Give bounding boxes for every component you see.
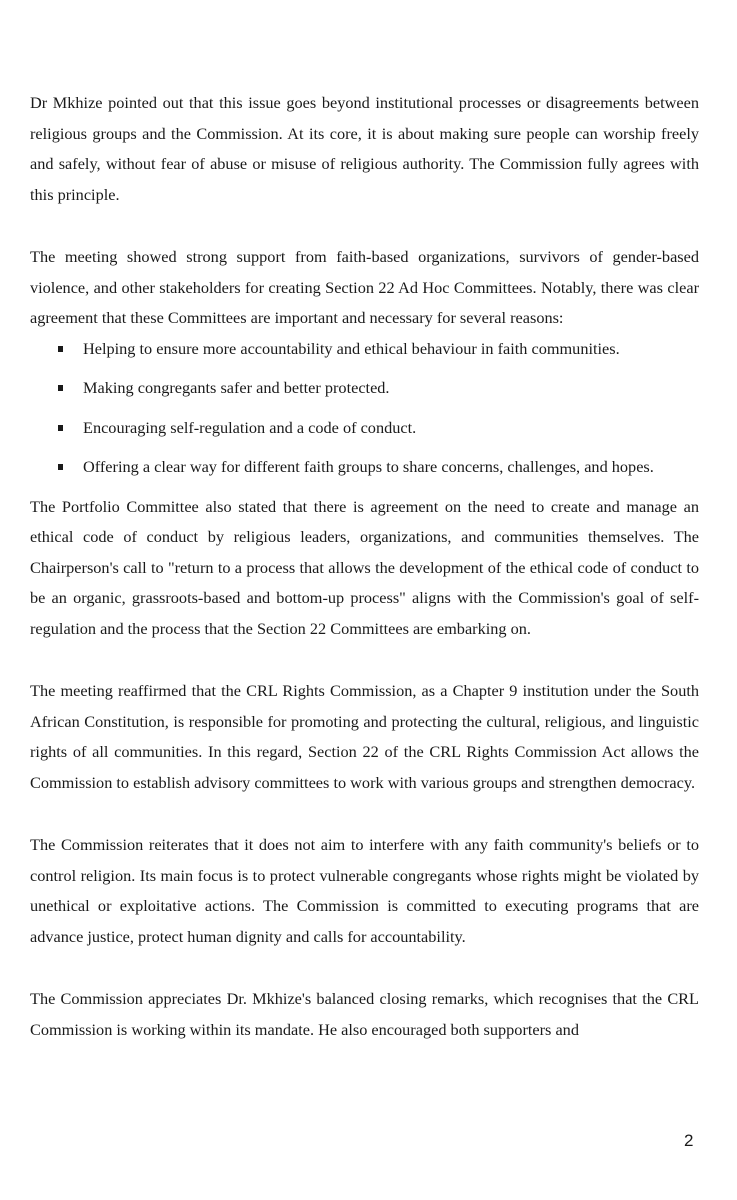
paragraph-commission-reiterates: The Commission reiterates that it does not aim to interfere with any faith community's beliefs or to control religion. Its main focus is to protect vulnerable congregants whose rights might be violated by unethical or exploitative actions. The Commission is committed to executing programs that are advance justice, protect human dignity and calls for accountability. — [30, 835, 699, 946]
paragraph-gap — [30, 798, 699, 830]
bullet-square-icon — [58, 464, 63, 470]
paragraph-gap — [30, 644, 699, 676]
list-item-text: Making congregants safer and better protected. — [83, 378, 390, 397]
paragraph-crl-mandate: The meeting reaffirmed that the CRL Rights Commission, as a Chapter 9 institution under the South African Constitution, is responsible for promoting and protecting the cultural, religious, and linguistic rights of all communities. In this regard, Section 22 of the CRL Rights Commission Act allows the Commission to establish advisory committees to work with various groups and strengthen democracy. — [30, 681, 699, 792]
paragraph-closing-remarks: The Commission appreciates Dr. Mkhize's balanced closing remarks, which recognises that the CRL Commission is working within its mandate. He also encouraged both supporters and — [30, 989, 699, 1039]
bullet-square-icon — [58, 346, 63, 352]
paragraph-gap — [30, 210, 699, 242]
paragraph-portfolio-committee: The Portfolio Committee also stated that there is agreement on the need to create and manage an ethical code of conduct by religious leaders, organizations, and communities themselves. The Chairperson's call to "return to a process that allows the development of the ethical code of conduct to be an organic, grassroots-based and bottom-up process" aligns with the Commission's goal of self-regulation and the process that the Section 22 Committees are embarking on. — [30, 496, 699, 638]
list-item — [30, 334, 699, 374]
list-item-text: Encouraging self-regulation and a code of conduct. — [83, 417, 417, 437]
reasons-list — [30, 334, 699, 492]
list-item-text: Helping to ensure more accountability and ethical behaviour in faith communities. — [83, 338, 620, 358]
bullet-square-icon — [58, 385, 63, 391]
paragraph-gap — [30, 952, 699, 984]
paragraph-meeting-support: The meeting showed strong support from faith-based organizations, survivors of gender-based violence, and other stakeholders for creating Section 22 Ad Hoc Committees. Notably, there was clear agreement that these Committees are important and necessary for several reasons: — [30, 247, 699, 327]
page-number: 2 — [684, 1131, 694, 1150]
list-item — [30, 452, 699, 492]
list-item-text: Offering a clear way for different faith groups to share concerns, challenges, and hopes. — [83, 457, 654, 476]
bullet-square-icon — [58, 425, 63, 431]
paragraph-mkhize-issue: Dr Mkhize pointed out that this issue goes beyond institutional processes or disagreements between religious groups and the Commission. At its core, it is about making sure people can worship freely and safely, without fear of abuse or misuse of religious authority. The Commission fully agrees with this principle. — [30, 93, 699, 204]
document-body — [30, 88, 699, 1045]
list-item — [30, 413, 699, 453]
list-item — [30, 373, 699, 413]
